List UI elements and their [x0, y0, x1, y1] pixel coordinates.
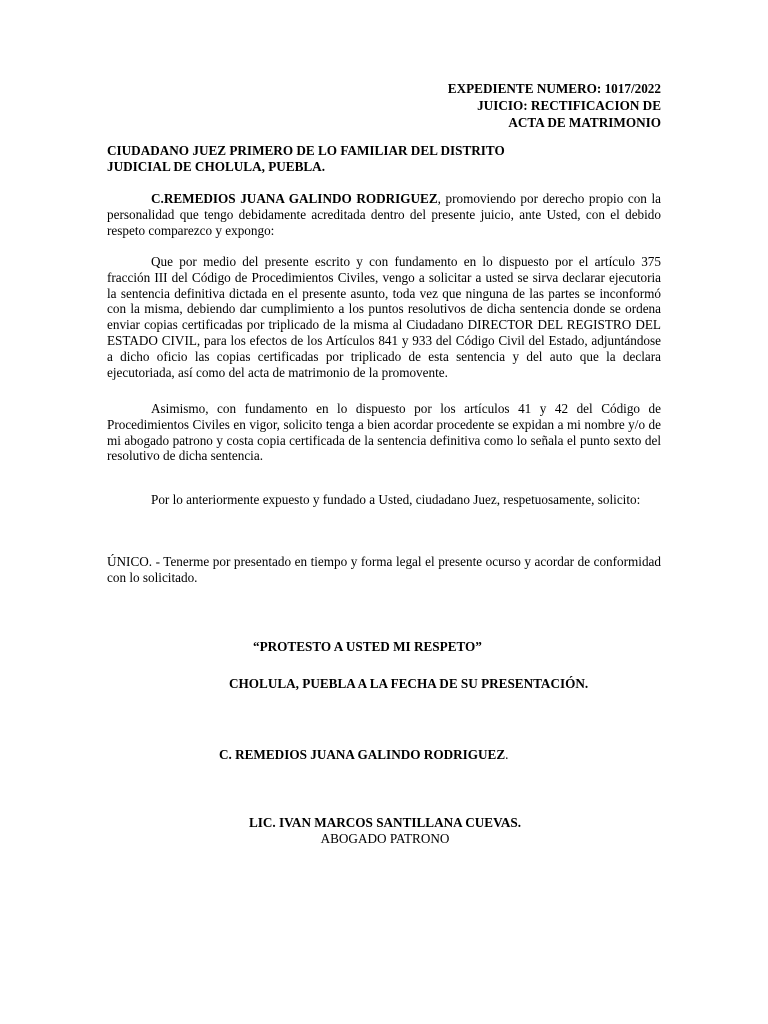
- intro-text: , promoviendo por derecho propio con la personalidad que tengo debidamente acreditada dentro del presente juicio, ante Usted, con el debido respeto comparezco y expongo:: [107, 191, 661, 238]
- promovente-signature-suffix: .: [505, 747, 509, 762]
- asimismo-paragraph: Asimismo, con fundamento en lo dispuesto por los artículos 41 y 42 del Código de Procedimientos Civiles en vigor, solicito tenga a bien acordar procedente se expidan a mi nombre y/o de mi abogado patrono y costa copia certificada de la sentencia definitiva como lo señala el punto sexto del resolutivo de dicha sentencia.: [107, 401, 661, 464]
- abogado-cargo: ABOGADO PATRONO: [320, 830, 450, 846]
- place-date-line: CHOLULA, PUEBLA A LA FECHA DE SU PRESENTACIÓN.: [229, 676, 589, 691]
- main-paragraph: Que por medio del presente escrito y con fundamento en lo dispuesto por el artículo 375 fracción III del Código de Procedimientos Civiles, vengo a solicitar a usted se sirva declarar ejecutoria la sentencia definitiva dictada en el presente asunto, toda vez que ninguna de las partes se inconformó con la misma, debiendo dar cumplimiento a los puntos resolutivos de dicha sentencia donde se ordena enviar copias certificadas por triplicado de la misma al Ciudadano DIRECTOR DEL REGISTRO DEL ESTADO CIVIL, para los efectos de los Artículos 841 y 933 del Código Civil del Estado, adjuntándose a dicho oficio las copias certificadas por triplicado de esta sentencia y del auto que la declara ejecutoriada, así como del acta de matrimonio de la promovente.: [107, 254, 661, 380]
- juicio-type: JUICIO: RECTIFICACION DE: [477, 98, 661, 113]
- addressee-line-1: CIUDADANO JUEZ PRIMERO DE LO FAMILIAR DEL DISTRITO: [107, 143, 505, 158]
- expuesto-paragraph: Por lo anteriormente expuesto y fundado a Usted, ciudadano Juez, respetuosamente, solicito:: [151, 492, 641, 507]
- promovente-signature-name: C. REMEDIOS JUANA GALINDO RODRIGUEZ: [219, 747, 506, 762]
- addressee: [107, 143, 607, 175]
- acta-type: ACTA DE MATRIMONIO: [508, 115, 661, 130]
- protesto-line: “PROTESTO A USTED MI RESPETO”: [253, 639, 482, 654]
- intro-paragraph: [107, 191, 661, 238]
- promovente-signature: [219, 747, 508, 763]
- abogado-signature: [210, 815, 560, 847]
- abogado-name: LIC. IVAN MARCOS SANTILLANA CUEVAS.: [248, 815, 522, 830]
- promovente-name: C.REMEDIOS JUANA GALINDO RODRIGUEZ: [151, 191, 438, 206]
- addressee-line-2: JUDICIAL DE CHOLULA, PUEBLA.: [107, 158, 325, 174]
- unico-paragraph: ÚNICO. - Tenerme por presentado en tiempo y forma legal el presente ocurso y acordar de conformidad con lo solicitado.: [107, 554, 661, 585]
- expediente-number: EXPEDIENTE NUMERO: 1017/2022: [447, 81, 661, 96]
- case-header: [400, 80, 661, 131]
